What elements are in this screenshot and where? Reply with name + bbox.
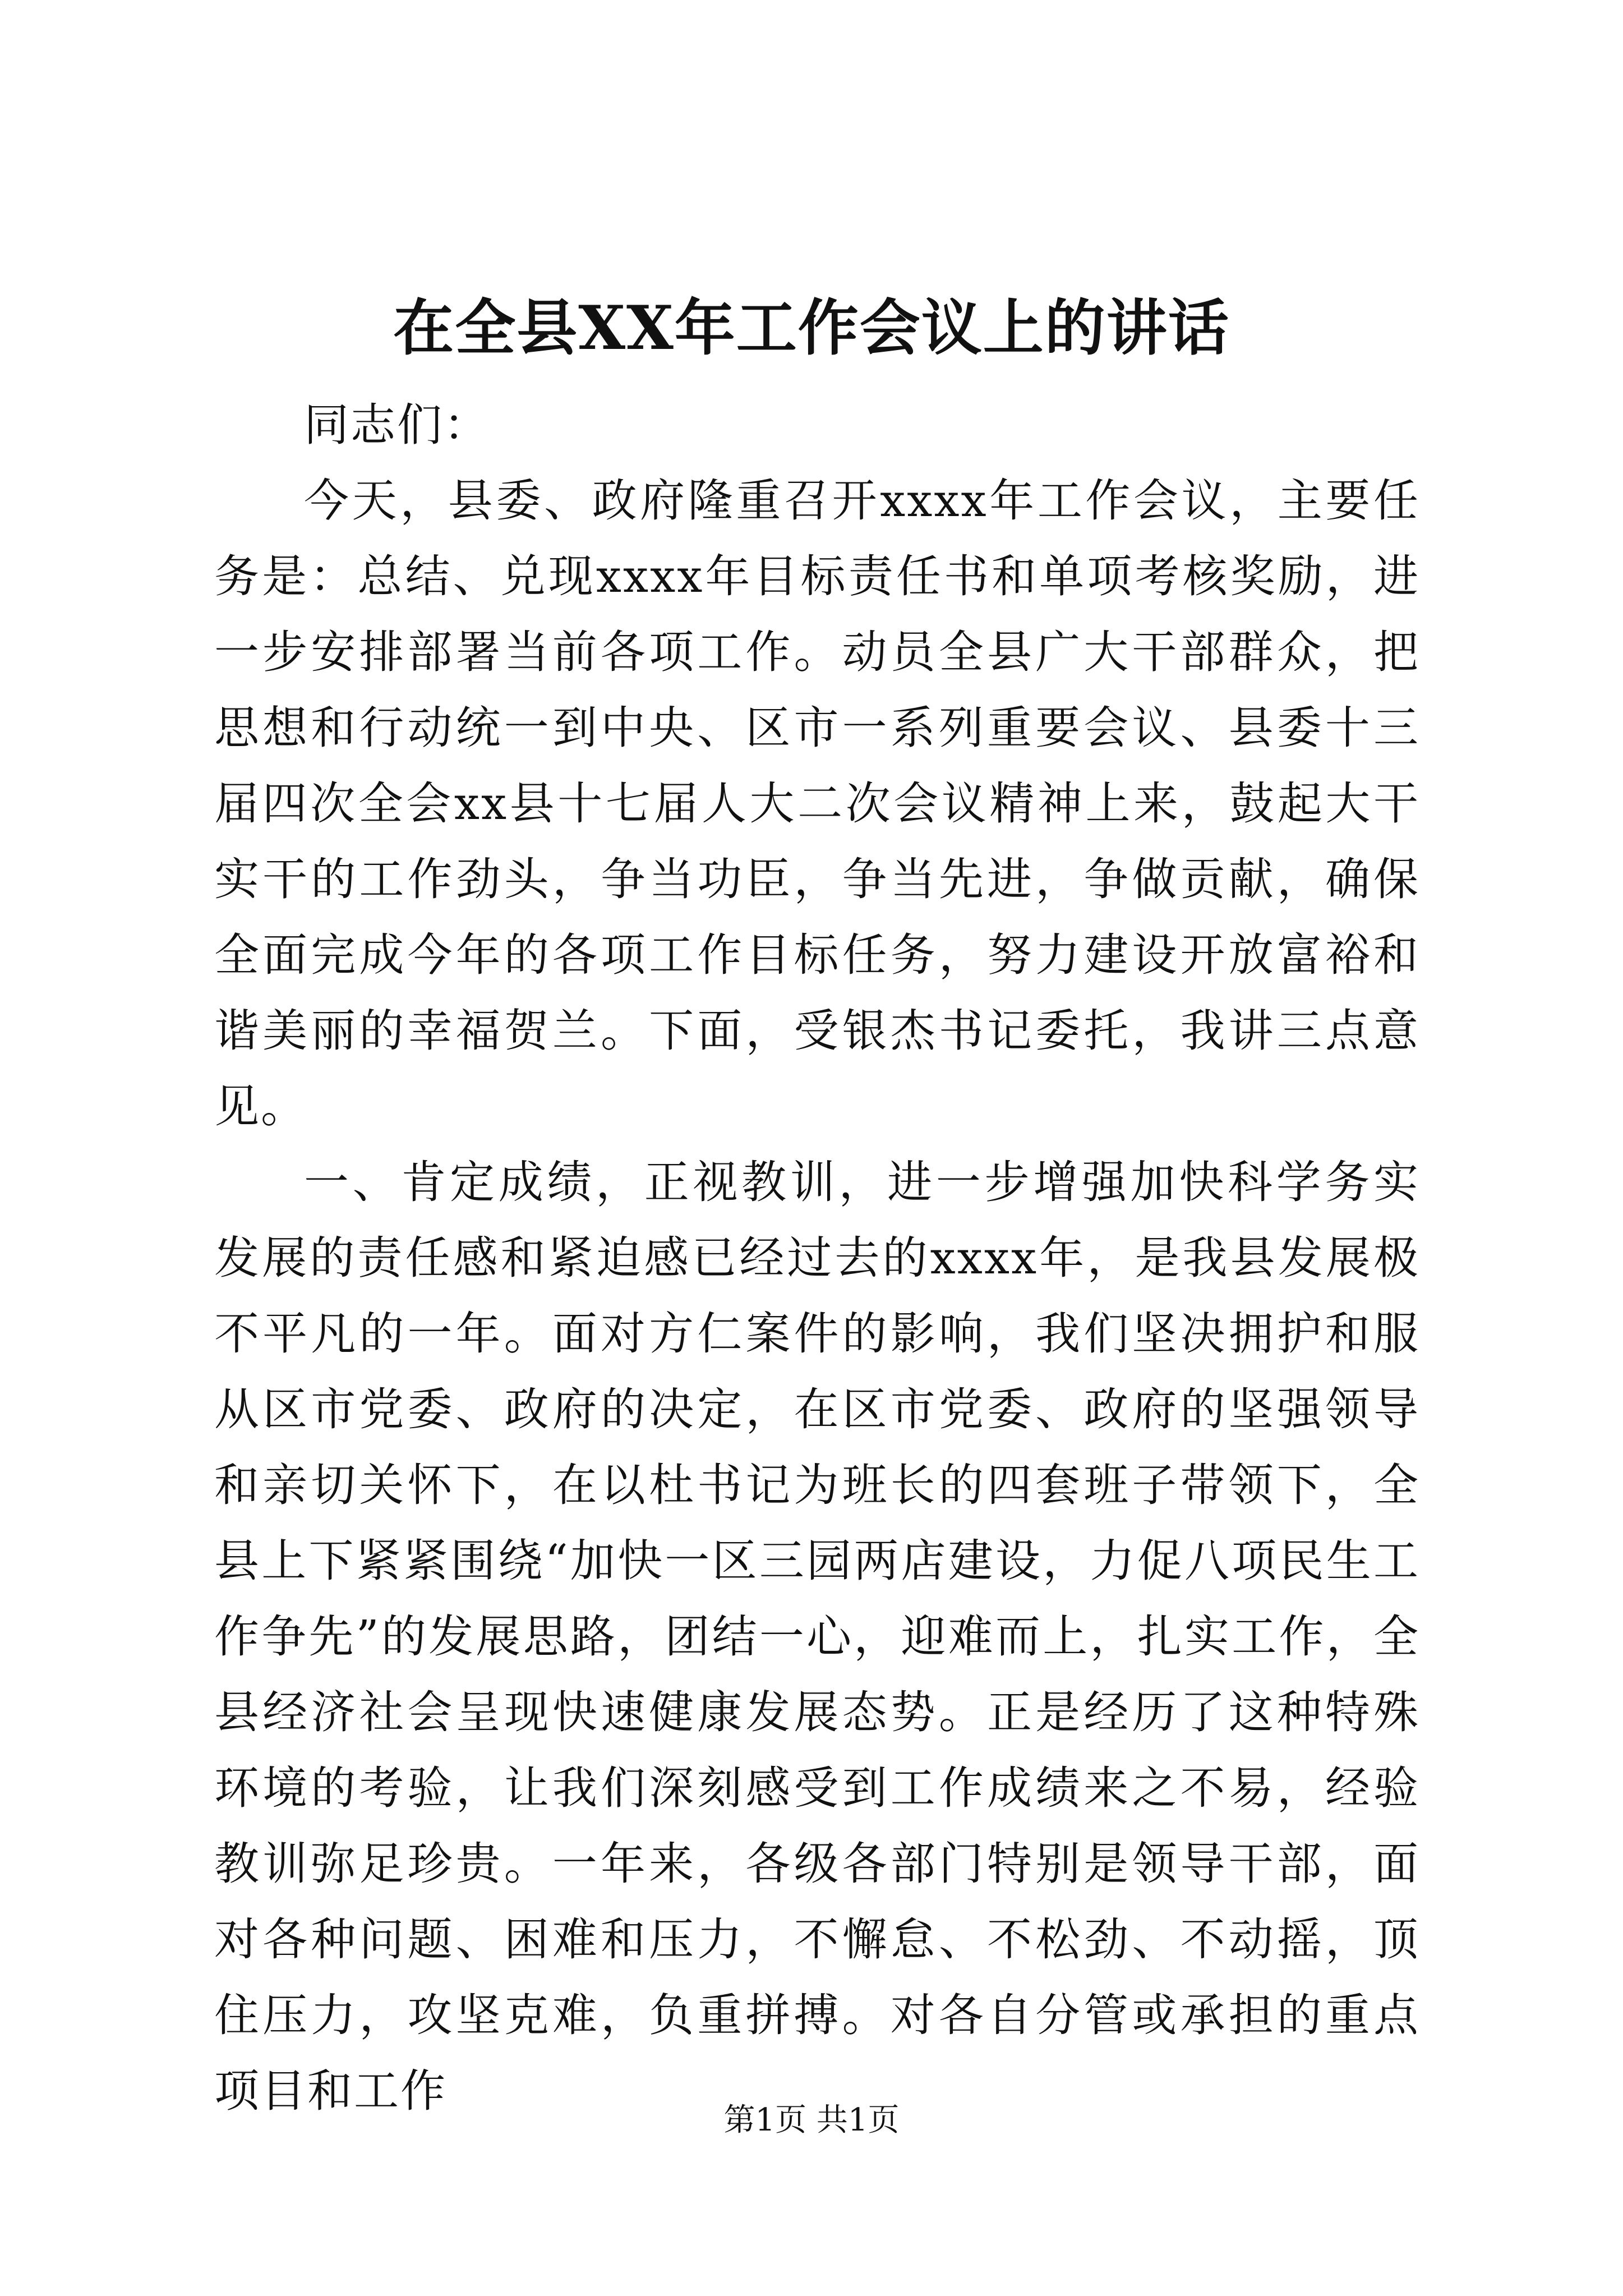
salutation-paragraph: 同志们： (304, 399, 490, 451)
section-one-paragraph: 一、肯定成绩，正视教训，进一步增强加快科学务实发展的责任感和紧迫感已经过去的xxxx年，是我县发展极不平凡的一年。面对方仁案件的影响，我们坚决拥护和服从区市党委、政府的决定，在区市党委、政府的坚强领导和亲切关怀下，在以杜书记为班长的四套班子带领下，全县上下紧紧围绕“加快一区三园两店建设，力促八项民生工作争先”的发展思路，团结一心，迎难而上，扎实工作，全县经济社会呈现快速健康发展态势。正是经历了这种特殊环境的考验，让我们深刻感受到工作成绩来之不易，经验教训弥足珍贵。一年来，各级各部门特别是领导干部，面对各种问题、困难和压力，不懈怠、不松劲、不动摇，顶住压力，攻坚克难，负重拼搏。对各自分管或承担的重点项目和工作 (214, 1156, 1420, 2117)
document-body (214, 387, 1420, 2129)
page-number-footer: 第1页 共1页 (723, 2102, 900, 2138)
document-title: 在全县XX年工作会议上的讲话 (393, 293, 1230, 364)
intro-paragraph: 今天，县委、政府隆重召开xxxx年工作会议，主要任务是：总结、兑现xxxx年目标责任书和单项考核奖励，进一步安排部署当前各项工作。动员全县广大干部群众，把思想和行动统一到中央、区市一系列重要会议、县委十三届四次全会xx县十七届人大二次会议精神上来，鼓起大干实干的工作劲头，争当功臣，争当先进，争做贡献，确保全面完成今年的各项工作目标任务，努力建设开放富裕和谐美丽的幸福贺兰。下面，受银杰书记委托，我讲三点意见。 (214, 475, 1420, 1133)
